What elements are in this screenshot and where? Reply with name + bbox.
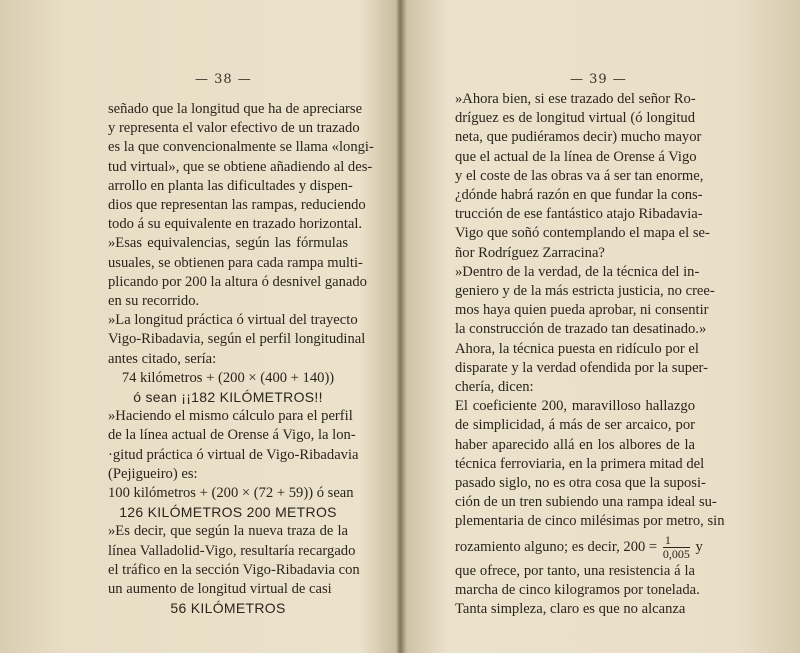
- text-line: dríguez es de longitud virtual (ó longitud: [455, 110, 695, 127]
- text-line: y representa el valor efectivo de un trazado: [108, 120, 360, 137]
- text-line: chería, dicen:: [455, 379, 534, 396]
- text-line: ción de un tren subiendo una rampa ideal su-: [455, 494, 717, 511]
- text-line: (Pejigueiro) es:: [108, 465, 198, 482]
- text-line: y el coste de las obras va á ser tan enorme,: [455, 167, 704, 184]
- text-line: arrollo en planta las dificultades y dispen-: [108, 177, 353, 194]
- page-number: — 39 —: [570, 72, 627, 87]
- left-page: [0, 0, 398, 653]
- text-line: ñor Rodríguez Zarracina?: [455, 244, 605, 261]
- text-line: antes citado, sería:: [108, 350, 217, 367]
- text-line: que el actual de la línea de Orense á Vigo: [455, 148, 697, 165]
- text-line: de simplicidad, á más de ser arcaico, por: [455, 417, 695, 434]
- text-line: El coeficiente 200, maravilloso hallazgo: [455, 398, 695, 415]
- text-line: es la que convencionalmente se llama «longi-: [108, 139, 374, 156]
- formula-line: 100 kilómetros + (200 × (72 + 59)) ó sean: [108, 485, 354, 502]
- text-line: »Ahora bien, si ese trazado del señor Ro-: [455, 91, 696, 107]
- result-line: 126 KILÓMETROS 200 METROS: [119, 504, 337, 521]
- text-line: línea Valladolid-Vigo, resultaría recargado: [108, 542, 356, 559]
- fraction-numerator: 1: [663, 534, 690, 548]
- formula-text: rozamiento alguno; es decir, 200 =: [455, 538, 658, 555]
- formula-suffix: y: [695, 538, 703, 555]
- fraction-denominator: 0,005: [662, 546, 690, 561]
- formula-line: 74 kilómetros + (200 × (400 + 140)): [121, 369, 335, 386]
- result-line: 56 KILÓMETROS: [170, 600, 286, 617]
- text-line: que ofrece, por tanto, una resistencia á la: [455, 562, 695, 579]
- text-line: todo á su equivalente en trazado horizontal.: [108, 216, 363, 233]
- text-line: en su recorrido.: [108, 293, 200, 310]
- page-body: [455, 90, 725, 619]
- fraction: [663, 534, 690, 561]
- text-line: disparate y la verdad ofendida por la super-: [455, 359, 708, 376]
- text-line: plicando por 200 la altura ó desnivel ganado: [108, 273, 367, 290]
- text-line: pasado siglo, no es otra cosa que la suposi-: [455, 475, 706, 492]
- formula-line: [455, 532, 703, 562]
- text-line: marcha de cinco kilogramos por tonelada.: [455, 581, 700, 598]
- text-line: neta, que pudiéramos decir) mucho mayor: [455, 129, 702, 146]
- text-line: trucción de ese fantástico atajo Ribadavia-: [455, 206, 703, 223]
- text-line: dios que representan las rampas, reduciendo: [108, 197, 366, 214]
- text-line: »Es decir, que según la nueva traza de la: [108, 523, 348, 540]
- text-line: »La longitud práctica ó virtual del trayecto: [108, 312, 358, 329]
- text-line: de la línea actual de Orense á Vigo, la lon-: [108, 427, 356, 444]
- text-line: la construcción de trazado tan desatinado.»: [455, 321, 707, 338]
- text-line: ·gitud práctica ó virtual de Vigo-Ribadavia: [108, 446, 359, 463]
- text-line: »Esas equivalencias, según las fórmulas: [108, 235, 348, 252]
- text-line: geniero y de la más estricta justicia, no cree-: [455, 283, 715, 300]
- text-line: tud virtual», que se obtiene añadiendo al des-: [108, 158, 373, 175]
- text-line: Ahora, la técnica puesta en ridículo por el: [455, 340, 699, 357]
- page-number: — 38 —: [195, 72, 252, 87]
- text-line: »Haciendo el mismo cálculo para el perfil: [108, 408, 353, 425]
- page-body: [108, 100, 374, 618]
- text-line: técnica ferroviaria, en la primera mitad del: [455, 455, 705, 472]
- text-line: plementaria de cinco milésimas por metro, sin: [455, 513, 725, 530]
- text-line: señado que la longitud que ha de apreciarse: [108, 101, 363, 117]
- text-line: haber aparecido allá en los albores de la: [455, 436, 695, 453]
- text-line: Tanta simpleza, claro es que no alcanza: [455, 601, 686, 618]
- text-line: Vigo que soñó contemplando el mapa el se-: [455, 225, 710, 242]
- result-line: ó sean ¡¡182 KILÓMETROS!!: [133, 389, 323, 406]
- text-line: usuales, se obtienen para cada rampa multi-: [108, 254, 363, 271]
- text-line: mos haya quien pueda aprobar, ni consentir: [455, 302, 709, 319]
- text-line: un aumento de longitud virtual de casi: [108, 581, 332, 598]
- text-line: el tráfico en la sección Vigo-Ribadavia con: [108, 561, 360, 578]
- text-line: Vigo-Ribadavia, según el perfil longitudinal: [108, 331, 366, 348]
- text-line: »Dentro de la verdad, de la técnica del in-: [455, 263, 700, 280]
- right-page: [400, 0, 800, 653]
- text-line: ¿dónde habrá razón en que fundar la cons-: [455, 187, 703, 204]
